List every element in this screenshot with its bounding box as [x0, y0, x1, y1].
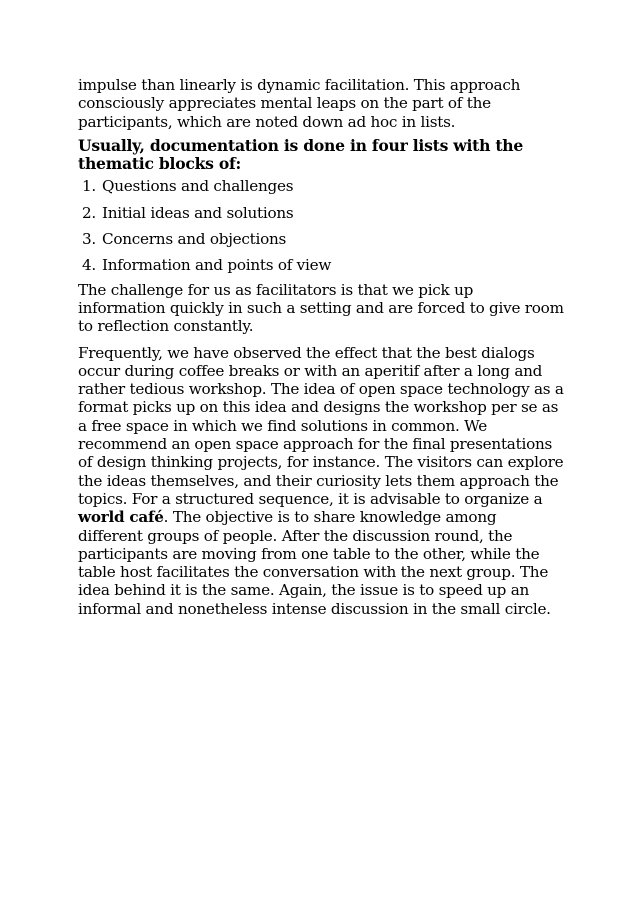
list-item	[78, 230, 564, 248]
challenge-paragraph: The challenge for us as facilitators is that we pick up information quickly in such a setting and are forced to give room to reflection constantly.	[78, 280, 564, 336]
document-page	[78, 76, 564, 626]
paragraph-text-start: Frequently, we have observed the effect that the best dialogs occur during coffee breaks or with an aperitif after a long and rather tedious workshop. The idea of open space technology as a format picks up on this idea and designs the workshop per se as a free space in which we find solutions in common. We recommend an open space approach for the final presentations of design thinking projects, for instance. The visitors can explore the ideas themselves, and their curiosity lets them approach the topics. For a structured sequence, it is advisable to organize a	[78, 343, 564, 508]
paragraph-text-end: . The objective is to share knowledge among different groups of people. After the discussion round, the participants are moving from one table to the other, while the table host facilitates the conversation with the next group. The idea behind it is the same. Again, the issue is to speed up an informal and nonetheless intense discussion in the small circle.	[78, 508, 551, 618]
list-item-number: 4.	[82, 256, 96, 275]
list-item	[78, 177, 564, 195]
list-item-number: 3.	[82, 230, 96, 249]
thematic-blocks-list	[78, 177, 564, 274]
list-item-text: Questions and challenges	[102, 177, 294, 196]
intro-paragraph: impulse than linearly is dynamic facilitation. This approach consciously appreciates mental leaps on the part of the participants, which are noted down ad hoc in lists.	[78, 76, 521, 131]
list-item-text: Concerns and objections	[102, 230, 287, 249]
list-item-number: 2.	[82, 203, 96, 222]
list-item-text: Initial ideas and solutions	[102, 203, 294, 222]
world-cafe-term: world café	[78, 508, 164, 527]
list-item	[78, 204, 564, 222]
list-item	[78, 256, 564, 274]
lists-heading: Usually, documentation is done in four lists with the thematic blocks of:	[78, 135, 524, 174]
list-item-number: 1.	[82, 177, 96, 196]
list-item-text: Information and points of view	[102, 256, 332, 275]
open-space-paragraph	[78, 344, 564, 618]
